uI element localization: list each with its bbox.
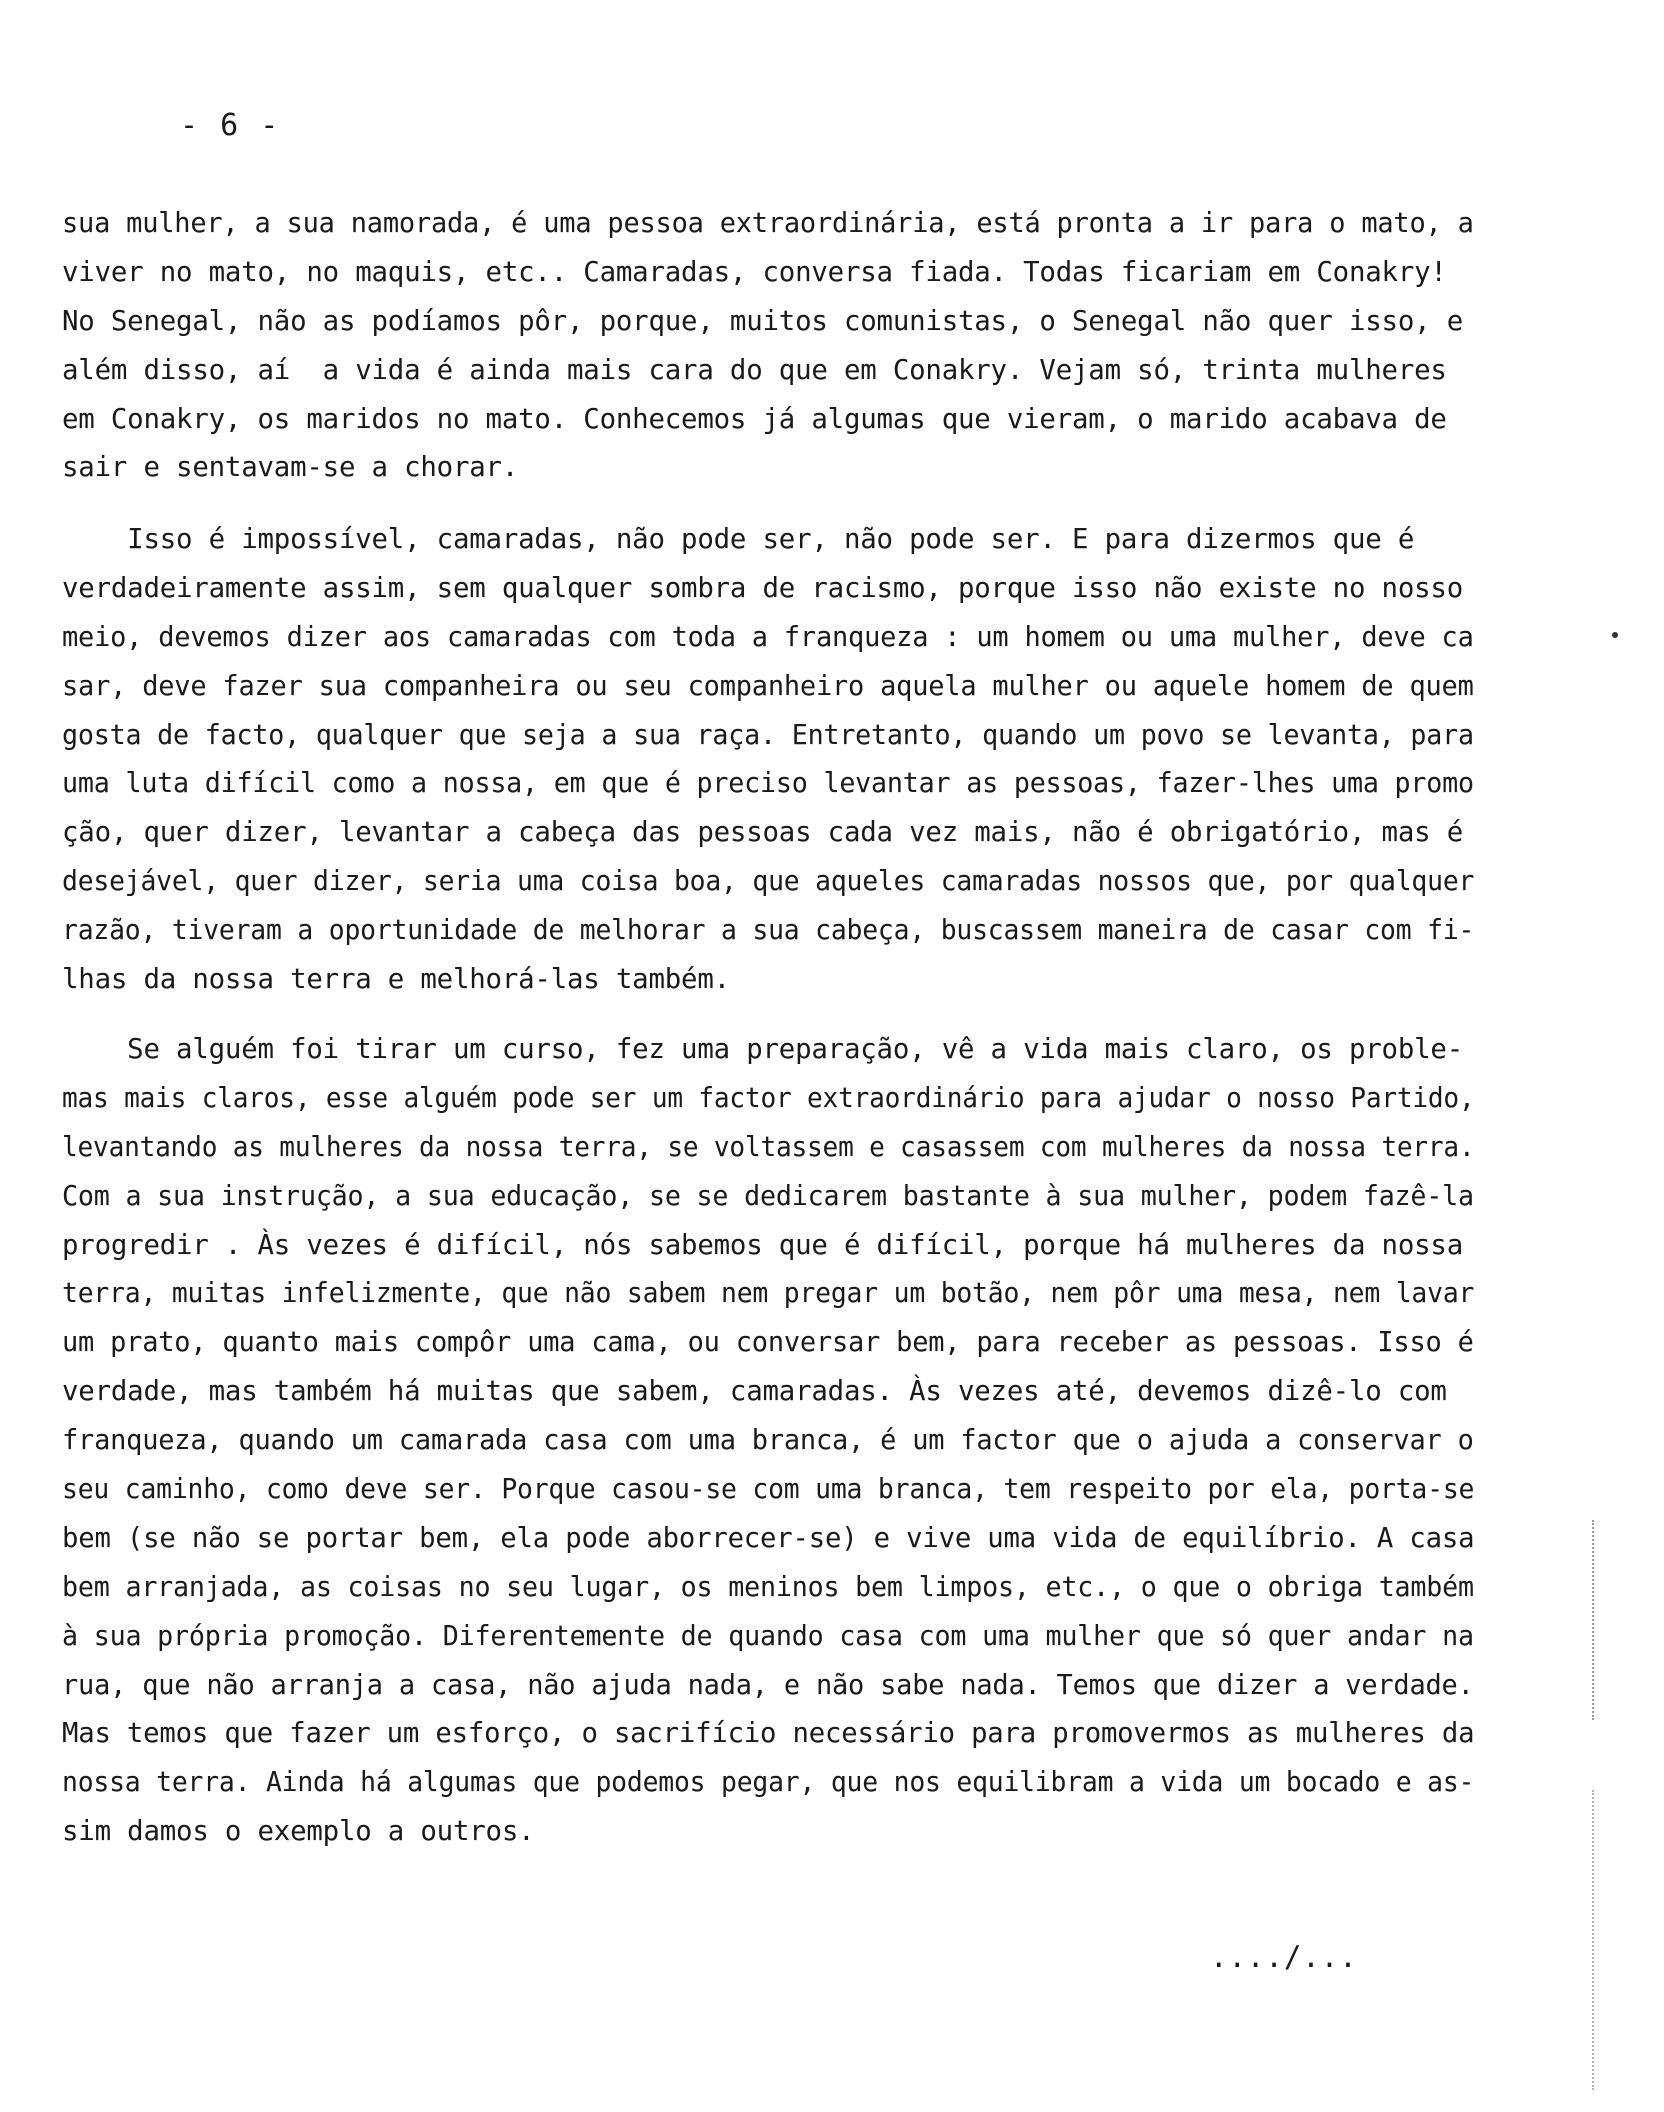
text-line: desejável, quer dizer, seria uma coisa boa, que aqueles camaradas nossos que, por qualquer xyxy=(62,866,1475,898)
paragraph-2 xyxy=(62,516,1474,1005)
scan-margin-marks-lower xyxy=(1592,1790,1596,2090)
text-line: mas mais claros, esse alguém pode ser um factor extraordinário para ajudar o nosso Partido, xyxy=(62,1082,1475,1114)
text-line: sim damos o exemplo a outros. xyxy=(62,1816,535,1848)
text-line: sar, deve fazer sua companheira ou seu companheiro aquela mulher ou aquele homem de quem xyxy=(62,670,1474,702)
text-line: verdade, mas também há muitas que sabem, camaradas. Às vezes até, devemos dizê-lo com xyxy=(62,1376,1447,1408)
text-line: Com a sua instrução, a sua educação, se se dedicarem bastante à sua mulher, podem fazê-la xyxy=(62,1180,1474,1212)
text-line: rua, que não arranja a casa, não ajuda nada, e não sabe nada. Temos que dizer a verdade. xyxy=(62,1669,1474,1701)
text-line: uma luta difícil como a nossa, em que é preciso levantar as pessoas, fazer-lhes uma promo xyxy=(62,768,1474,800)
text-line: em Conakry, os maridos no mato. Conhecemos já algumas que vieram, o marido acabava de xyxy=(62,403,1447,435)
text-line: lhas da nossa terra e melhorá-las também. xyxy=(62,964,730,996)
scan-margin-marks xyxy=(1592,1520,1596,1720)
text-line: Se alguém foi tirar um curso, fez uma preparação, vê a vida mais claro, os proble- xyxy=(62,1034,1463,1065)
text-line: razão, tiveram a oportunidade de melhorar a sua cabeça, buscassem maneira de casar com fi- xyxy=(62,915,1475,947)
text-line: Mas temos que fazer um esforço, o sacrifício necessário para promovermos as mulheres da xyxy=(62,1718,1475,1750)
text-line: No Senegal, não as podíamos pôr, porque, muitos comunistas, o Senegal não quer isso, e xyxy=(62,305,1463,337)
text-line: viver no mato, no maquis, etc.. Camaradas, conversa fiada. Todas ficariam em Conakry! xyxy=(62,256,1447,288)
text-line: sua mulher, a sua namorada, é uma pessoa extraordinária, está pronta a ir para o mato, a xyxy=(62,208,1474,239)
text-line: Isso é impossível, camaradas, não pode ser, não pode ser. E para dizermos que é xyxy=(62,524,1415,555)
paragraph-1 xyxy=(62,200,1474,493)
text-line: meio, devemos dizer aos camaradas com toda a franqueza : um homem ou uma mulher, deve ca xyxy=(62,621,1474,653)
text-line: terra, muitas infelizmente, que não sabem nem pregar um botão, nem pôr uma mesa, nem lavar xyxy=(62,1278,1475,1310)
text-line: bem (se não se portar bem, ela pode aborrecer-se) e vive uma vida de equilíbrio. A casa xyxy=(62,1522,1475,1554)
text-line: gosta de facto, qualquer que seja a sua raça. Entretanto, quando um povo se levanta, para xyxy=(62,719,1474,751)
text-line: além disso, aí a vida é ainda mais cara do que em Conakry. Vejam só, trinta mulheres xyxy=(62,354,1447,386)
text-line: verdadeiramente assim, sem qualquer sombra de racismo, porque isso não existe no nosso xyxy=(62,572,1463,604)
text-line: seu caminho, como deve ser. Porque casou-se com uma branca, tem respeito por ela, porta-se xyxy=(62,1474,1475,1506)
text-line: progredir . Às vezes é difícil, nós sabemos que é difícil, porque há mulheres da nossa xyxy=(62,1229,1463,1261)
text-line: à sua própria promoção. Diferentemente de quando casa com uma mulher que só quer andar na xyxy=(62,1620,1474,1652)
text-line: levantando as mulheres da nossa terra, se voltassem e casassem com mulheres da nossa terra. xyxy=(62,1131,1475,1163)
scan-dot-mark xyxy=(1612,632,1618,638)
text-line: ção, quer dizer, levantar a cabeça das pessoas cada vez mais, não é obrigatório, mas é xyxy=(62,817,1463,849)
text-line: franqueza, quando um camarada casa com uma branca, é um factor que o ajuda a conservar o xyxy=(62,1425,1474,1457)
text-line: nossa terra. Ainda há algumas que podemos pegar, que nos equilibram a vida um bocado e as- xyxy=(62,1767,1475,1799)
text-line: um prato, quanto mais compôr uma cama, ou conversar bem, para receber as pessoas. Isso é xyxy=(62,1327,1474,1359)
page-number: - 6 - xyxy=(180,108,281,143)
text-line: bem arranjada, as coisas no seu lugar, os meninos bem limpos, etc., o que o obriga também xyxy=(62,1571,1474,1603)
text-line: sair e sentavam-se a chorar. xyxy=(62,452,519,484)
continuation-marker: ..../... xyxy=(1210,1940,1358,1974)
paragraph-3 xyxy=(62,1026,1474,1857)
